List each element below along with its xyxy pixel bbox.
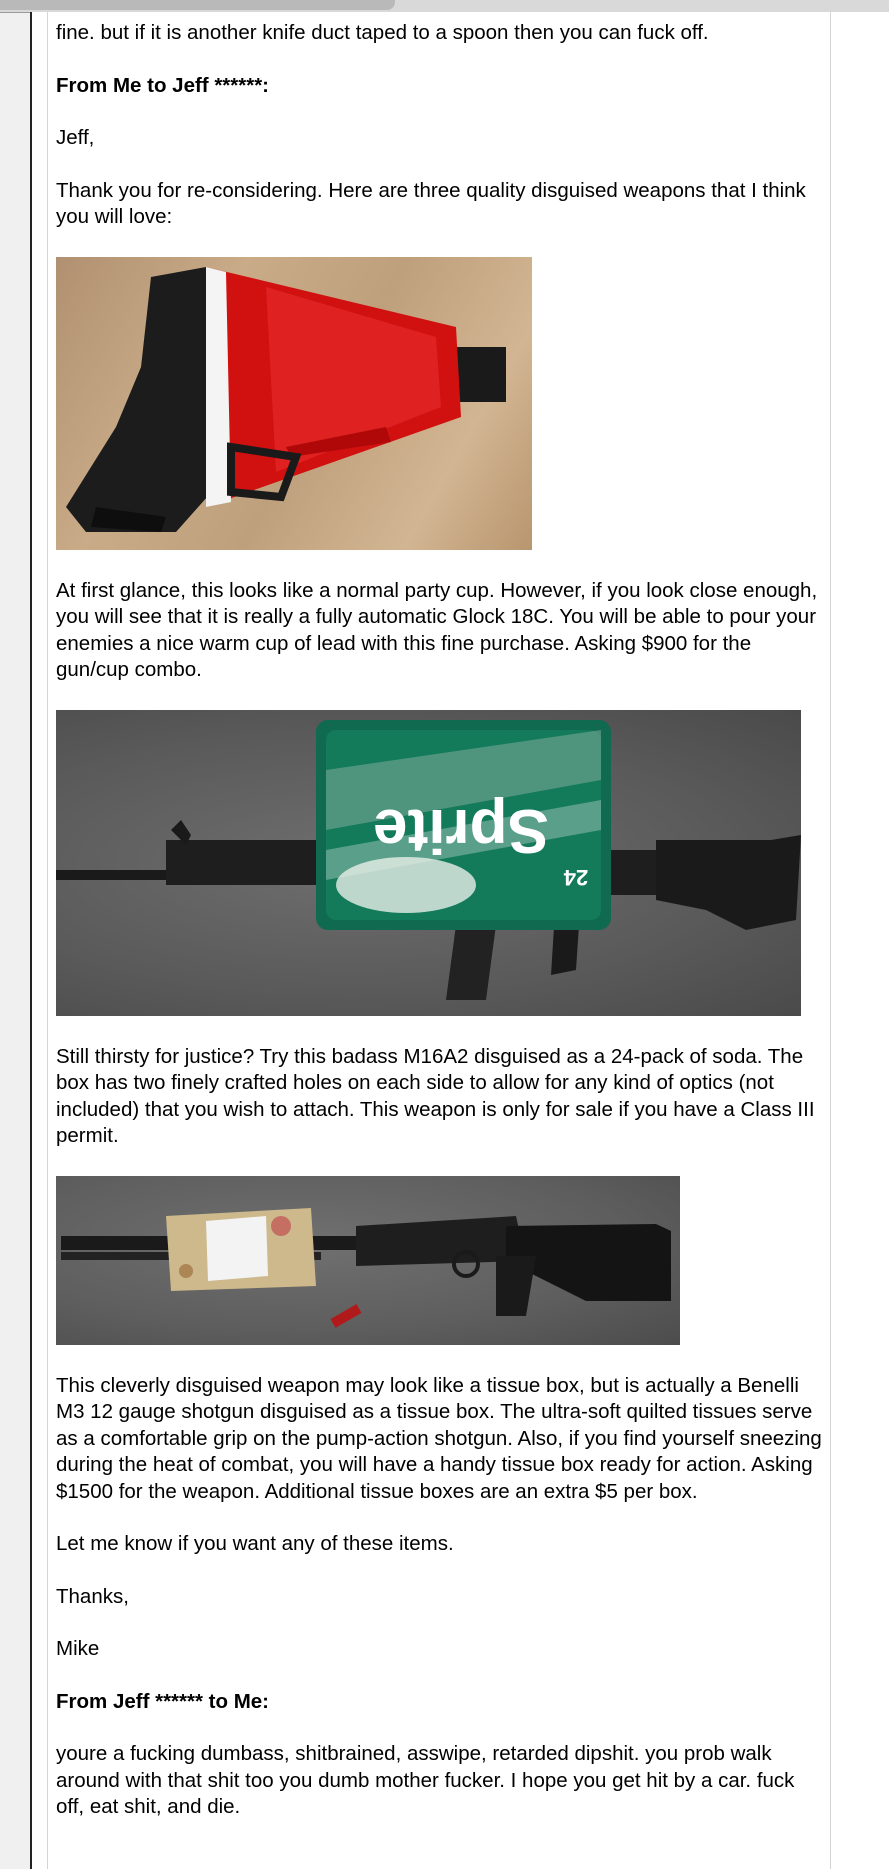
soda-rifle-image bbox=[56, 710, 801, 1016]
reply-paragraph: youre a fucking dumbass, shitbrained, asswipe, retarded dipshit. you prob walk around with that shit too you dumb mother fucker. I hope you get hit by a car. fuck off, eat shit, and die. bbox=[56, 1742, 795, 1818]
soda-rifle-illustration bbox=[56, 710, 801, 1016]
tissue-shotgun-image bbox=[56, 1176, 680, 1345]
browser-tab-strip bbox=[0, 0, 395, 10]
right-gutter bbox=[850, 12, 889, 1869]
intro-tail-paragraph: fine. but if it is another knife duct taped to a spoon then you can fuck off. bbox=[56, 21, 709, 44]
thanks-paragraph: Thank you for re-considering. Here are three quality disguised weapons that I think you will love: bbox=[56, 178, 806, 228]
heading-me-to-jeff: From Me to Jeff ******: bbox=[56, 73, 270, 97]
heading-jeff-to-me: From Jeff ****** to Me: bbox=[56, 1689, 270, 1713]
cup-gun-illustration bbox=[56, 257, 532, 550]
signature: Mike bbox=[56, 1637, 100, 1660]
cup-description: At first glance, this looks like a normal party cup. However, if you look close enough, you will see that it is really a fully automatic Glock 18C. You will be able to pour your enemies a nice warm cup of lead with this fine purchase. Asking $900 for the gun/cup combo. bbox=[56, 578, 818, 681]
let-me-know-paragraph: Let me know if you want any of these items. bbox=[56, 1532, 454, 1555]
soda-description: Still thirsty for justice? Try this badass M16A2 disguised as a 24-pack of soda. The box has two finely crafted holes on each side to allow for any kind of optics (not included) that you wish to attach. This weapon is only for sale if you have a Class III permit. bbox=[56, 1044, 815, 1147]
tissue-description: This cleverly disguised weapon may look like a tissue box, but is actually a Benelli M3 12 gauge shotgun disguised as a tissue box. The ultra-soft quilted tissues serve as a comfortable grip on the pump-action shotgun. Also, if you find yourself sneezing during the heat of combat, you will have a handy tissue box ready for action. Asking $1500 for the weapon. Additional tissue boxes are an extra $5 per box. bbox=[56, 1373, 822, 1503]
cup-gun-image bbox=[56, 257, 532, 550]
email-content bbox=[56, 20, 826, 1847]
greeting: Jeff, bbox=[56, 126, 95, 149]
tissue-shotgun-illustration bbox=[56, 1176, 680, 1345]
soda-brand-label: Sprite bbox=[373, 795, 549, 865]
signoff: Thanks, bbox=[56, 1584, 129, 1608]
soda-pack-label: 24 bbox=[563, 864, 589, 890]
